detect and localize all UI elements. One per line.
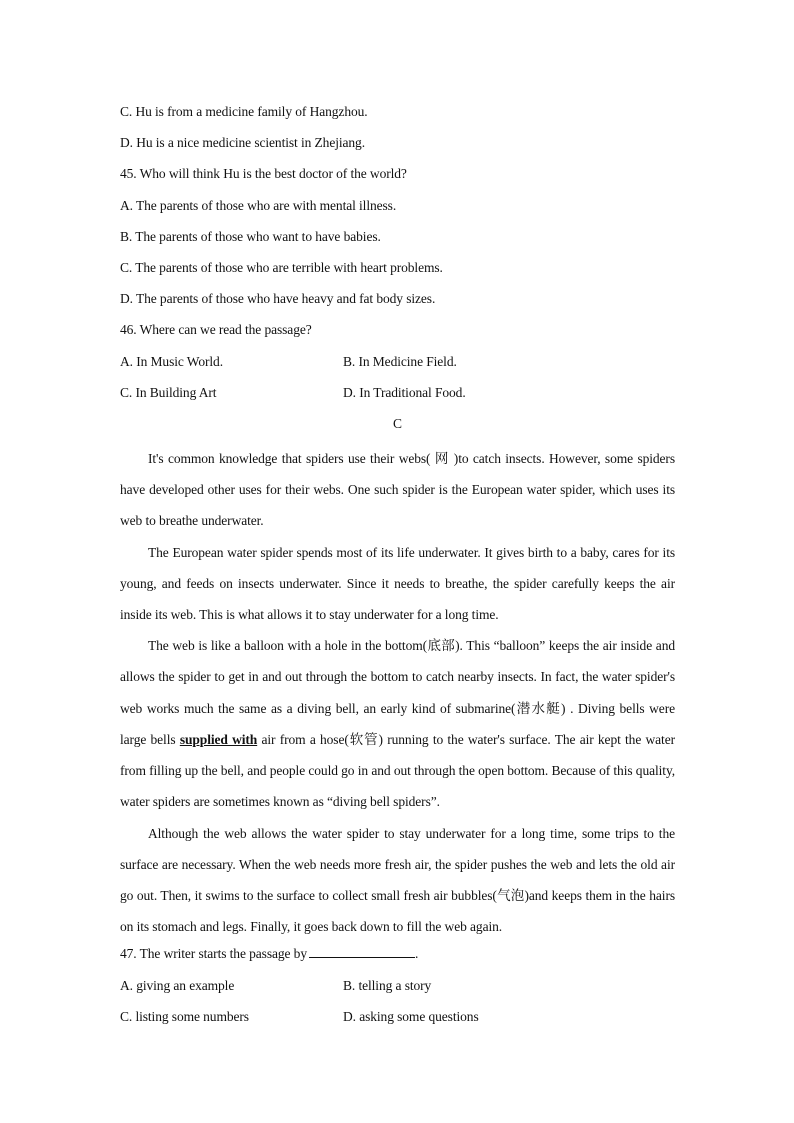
q46-question: 46. Where can we read the passage? bbox=[120, 322, 312, 338]
document-page bbox=[120, 100, 675, 1036]
q46-options-row-2 bbox=[120, 381, 675, 412]
q46-options-row-1 bbox=[120, 350, 675, 381]
q47-question: 47. The writer starts the passage by bbox=[120, 946, 307, 962]
q47-options-row-1 bbox=[120, 974, 675, 1005]
q47-end-mark: . bbox=[414, 946, 419, 962]
passage-paragraph-4: Although the web allows the water spider to stay underwater for a long time, some trips to the surface are necessary. When the web needs more fresh air, the spider pushes the web and lets the old air go out. Then, it swims to the surface to collect small fresh air bubbles(气泡)and keeps them in the hairs on its stomach and legs. Finally, it goes back down to fill the web again. bbox=[120, 825, 675, 935]
q45-option-d: D. The parents of those who have heavy and fat body sizes. bbox=[120, 291, 436, 307]
q46-option-d: D. In Traditional Food. bbox=[343, 384, 466, 400]
q45-option-c: C. The parents of those who are terrible with heart problems. bbox=[120, 259, 443, 275]
passage-paragraph-3-part-1: The web is like a balloon with a hole in the bottom(底部). This “balloon” keeps the air inside and allows the spider to get in and out through the bottom to catch nearby insects. In fact, the water spider's web works much the same as a diving bell, an early kind of submarine(潜水艇) . Diving bells were large bells bbox=[120, 638, 675, 747]
passage-paragraph-2: The European water spider spends most of its life underwater. It gives birth to a baby, cares for its young, and feeds on insects underwater. Since it needs to breathe, the spider carefully keeps the air inside its web. This is what allows it to stay underwater for a long time. bbox=[120, 544, 675, 623]
passage-paragraph-3 bbox=[120, 630, 675, 817]
q44-option-d: D. Hu is a nice medicine scientist in Zhejiang. bbox=[120, 135, 365, 151]
q47-option-a: A. giving an example bbox=[120, 977, 235, 993]
key-phrase: supplied with bbox=[179, 731, 258, 747]
passage-paragraph-3-part-2: air from a hose(软管) running to the water's surface. The air kept the water from filling up the bell, and people could go in and out through the open bottom. Because of this quality, water spiders are sometimes known as “diving bell spiders”. bbox=[120, 731, 675, 810]
q46-option-c: C. In Building Art bbox=[120, 384, 217, 400]
passage-paragraph-1: It's common knowledge that spiders use their webs( 网 )to catch insects. However, some spiders have developed other uses for their webs. One such spider is the European water spider, which uses its web to breathe underwater. bbox=[120, 451, 675, 529]
q45-option-b: B. The parents of those who want to have babies. bbox=[120, 228, 381, 244]
q47-option-d: D. asking some questions bbox=[343, 1008, 479, 1024]
q47-option-c: C. listing some numbers bbox=[120, 1008, 249, 1024]
q47-question-line bbox=[120, 942, 675, 973]
q47-options-row-2 bbox=[120, 1005, 675, 1036]
q44-option-c: C. Hu is from a medicine family of Hangzhou. bbox=[120, 104, 368, 119]
section-label: C bbox=[393, 415, 402, 431]
q46-option-b: B. In Medicine Field. bbox=[343, 353, 457, 369]
q45-question: 45. Who will think Hu is the best doctor of the world? bbox=[120, 166, 407, 182]
q46-option-a: A. In Music World. bbox=[120, 353, 223, 369]
q47-option-b: B. telling a story bbox=[343, 977, 432, 993]
answer-blank bbox=[309, 943, 415, 958]
q45-option-a: A. The parents of those who are with mental illness. bbox=[120, 197, 397, 213]
